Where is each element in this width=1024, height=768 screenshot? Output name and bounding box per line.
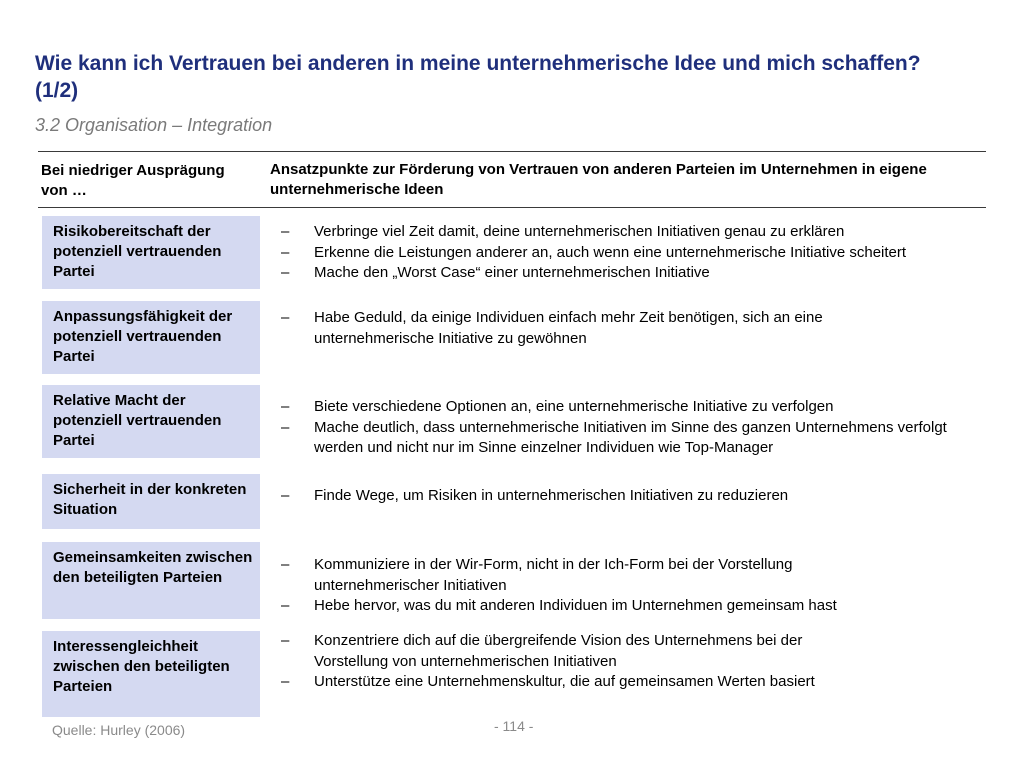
bullet-dash: – (281, 398, 290, 415)
list-item (281, 555, 881, 596)
bullet-text: Biete verschiedene Optionen an, eine unternehmerische Initiative zu verfolgen (314, 398, 834, 415)
list-item (281, 397, 981, 418)
factor-label: Risikobereitschaft der potenziell vertrauenden Partei (53, 223, 222, 280)
list-item (281, 263, 991, 284)
factor-label: Anpassungsfähigkeit der potenziell vertrauenden Partei (53, 308, 233, 365)
factor-label: Interessengleichheit zwischen den beteiligten Parteien (53, 638, 230, 695)
slide-subtitle: 3.2 Organisation – Integration (35, 115, 273, 135)
factor-box-situational-security (42, 474, 260, 529)
list-item (281, 222, 991, 243)
bullet-dash: – (281, 309, 290, 326)
bullet-text: Hebe hervor, was du mit anderen Individuen im Unternehmen gemeinsam hast (314, 597, 837, 614)
list-item (281, 631, 861, 672)
factor-label: Gemeinsamkeiten zwischen den beteiligten Parteien (53, 549, 253, 586)
bullet-dash: – (281, 673, 290, 690)
bullet-list-adaptability (281, 308, 901, 349)
list-item (281, 486, 991, 507)
column-header-right: Ansatzpunkte zur Förderung von Vertrauen von anderen Parteien im Unternehmen in eigene unternehmerische Ideen (270, 161, 927, 198)
slide-title: Wie kann ich Vertrauen bei anderen in meine unternehmerische Idee und mich schaffen? (1/2) (35, 52, 921, 102)
factor-box-risk-appetite (42, 216, 260, 289)
bullet-list-relative-power (281, 397, 981, 459)
bullet-list-commonalities (281, 555, 881, 617)
list-item (281, 672, 861, 693)
bullet-text: Erkenne die Leistungen anderer an, auch wenn eine unternehmerische Initiative scheitert (314, 243, 907, 261)
bullet-text: Finde Wege, um Risiken in unternehmerischen Initiativen zu reduzieren (314, 487, 789, 504)
bullet-dash: – (281, 418, 290, 436)
bullet-dash: – (281, 556, 290, 573)
list-item (281, 308, 901, 349)
bullet-dash: – (281, 264, 290, 281)
bullet-text: Mache den „Worst Case“ einer unternehmerischen Initiative (314, 264, 710, 281)
factor-label: Relative Macht der potenziell vertrauenden Partei (53, 392, 222, 449)
factor-label: Sicherheit in der konkreten Situation (53, 481, 247, 518)
bullet-text: Habe Geduld, da einige Individuen einfach mehr Zeit benötigen, sich an eine unternehmerische Initiative zu gewöhnen (314, 309, 823, 347)
bullet-text: Kommuniziere in der Wir-Form, nicht in der Ich-Form bei der Vorstellung unternehmerischer Initiativen (314, 556, 793, 594)
factor-box-relative-power (42, 385, 260, 458)
table-top-rule (38, 151, 986, 152)
list-item (281, 243, 991, 264)
column-header-left: Bei niedriger Ausprägung von … (41, 162, 225, 199)
table-header-rule (38, 207, 986, 208)
bullet-text: Mache deutlich, dass unternehmerische Initiativen im Sinne des ganzen Unternehmens verfolgt werden und nicht nur im Sinne einzelner Individuen wie Top-Manager (314, 418, 947, 456)
bullet-dash: – (281, 223, 290, 240)
bullet-dash: – (281, 597, 290, 614)
source-note: Quelle: Hurley (2006) (52, 722, 186, 738)
bullet-dash: – (281, 487, 290, 504)
factor-box-adaptability (42, 301, 260, 374)
bullet-list-interest-equality (281, 631, 861, 693)
factor-box-interest-equality (42, 631, 260, 717)
list-item (281, 596, 881, 617)
list-item (281, 418, 981, 459)
bullet-dash: – (281, 243, 290, 261)
page-number: - 114 - (494, 718, 534, 734)
bullet-list-situational-security (281, 486, 991, 507)
factor-box-commonalities (42, 542, 260, 619)
bullet-text: Verbringe viel Zeit damit, deine unternehmerischen Initiativen genau zu erklären (314, 223, 845, 240)
bullet-text: Konzentriere dich auf die übergreifende Vision des Unternehmens bei der Vorstellung von unternehmerischen Initiativen (314, 632, 803, 670)
bullet-dash: – (281, 632, 290, 649)
bullet-text: Unterstütze eine Unternehmenskultur, die auf gemeinsamen Werten basiert (314, 673, 815, 690)
bullet-list-risk-appetite (281, 222, 991, 284)
